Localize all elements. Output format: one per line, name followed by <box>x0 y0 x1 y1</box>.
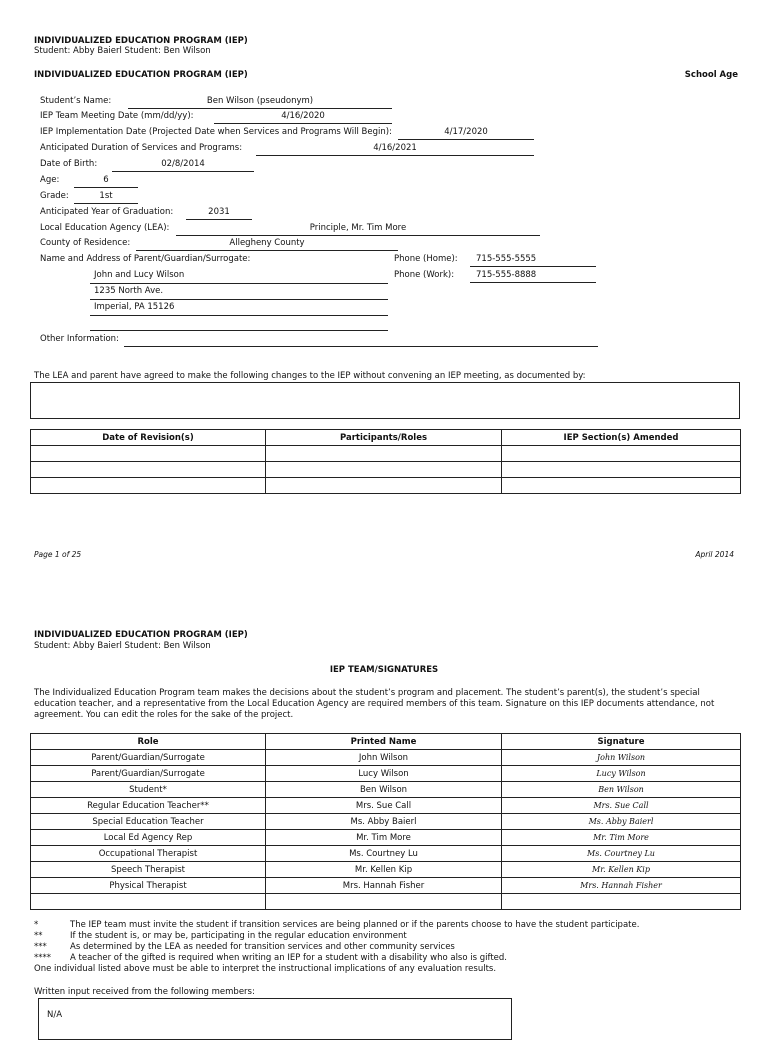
implementation-date-label: IEP Implementation Date (Projected Date when Services and Programs Will Begin): <box>40 127 392 137</box>
grade-label: Grade: <box>40 191 69 201</box>
signature-cell[interactable]: Lucy Wilson <box>502 766 741 782</box>
other-info-label: Other Information: <box>40 334 119 344</box>
grade-value[interactable]: 1st <box>99 191 113 201</box>
footnote-text: The IEP team must invite the student if transition services are being planned or if the parents choose to have the student participate. <box>70 920 640 930</box>
county-label: County of Residence: <box>40 238 131 248</box>
role-cell[interactable]: Special Education Teacher <box>31 814 266 830</box>
parent-address-line-2[interactable]: 1235 North Ave. <box>94 286 164 296</box>
signature-cell[interactable]: Ms. Courtney Lu <box>502 846 741 862</box>
county-value[interactable]: Allegheny County <box>229 238 305 248</box>
lea-underline <box>176 235 540 236</box>
student-name-label: Student’s Name: <box>40 96 112 106</box>
role-cell[interactable] <box>31 894 266 910</box>
sections-amended-header: IEP Section(s) Amended <box>502 430 741 446</box>
students-line: Student: Abby Baierl Student: Ben Wilson <box>34 46 211 56</box>
role-cell[interactable]: Parent/Guardian/Surrogate <box>31 766 266 782</box>
parent-address-line-3[interactable]: Imperial, PA 15126 <box>94 302 175 312</box>
written-input-label: Written input received from the following members: <box>34 987 255 997</box>
form-date: April 2014 <box>695 550 734 559</box>
signature-cell[interactable]: Ben Wilson <box>502 782 741 798</box>
table-cell[interactable] <box>502 478 741 494</box>
table-row <box>31 462 741 478</box>
signature-cell[interactable]: Mr. Tim More <box>502 830 741 846</box>
intro-line-3: agreement. You can edit the roles for the sake of the project. <box>34 710 294 720</box>
table-cell[interactable] <box>266 478 502 494</box>
signature-header: Signature <box>502 734 741 750</box>
implementation-date-underline <box>398 139 534 140</box>
table-cell[interactable] <box>31 478 266 494</box>
printed-name-cell[interactable] <box>266 894 502 910</box>
table-cell[interactable] <box>502 446 741 462</box>
graduation-year-label: Anticipated Year of Graduation: <box>40 207 174 217</box>
footnote-mark: * <box>34 920 39 930</box>
intro-line-2: education teacher, and a representative from the Local Education Agency are required members of this team. Signature on this IEP documents attendance, not <box>34 699 715 709</box>
student-name-underline <box>128 108 392 109</box>
section-title: INDIVIDUALIZED EDUCATION PROGRAM (IEP) <box>34 70 248 80</box>
duration-value[interactable]: 4/16/2021 <box>373 143 417 153</box>
printed-name-cell[interactable]: Mrs. Sue Call <box>266 798 502 814</box>
role-cell[interactable]: Speech Therapist <box>31 862 266 878</box>
role-header: Role <box>31 734 266 750</box>
age-underline <box>74 187 138 188</box>
revision-table <box>30 429 741 494</box>
role-cell[interactable]: Regular Education Teacher** <box>31 798 266 814</box>
printed-name-cell[interactable]: Lucy Wilson <box>266 766 502 782</box>
table-cell[interactable] <box>266 446 502 462</box>
footnote-mark: ** <box>34 931 43 941</box>
table-cell[interactable] <box>31 446 266 462</box>
meeting-date-underline <box>214 123 392 124</box>
agreement-box[interactable] <box>30 382 740 419</box>
signature-cell[interactable]: Mr. Kellen Kip <box>502 862 741 878</box>
team-table <box>30 733 741 910</box>
table-row <box>31 766 741 782</box>
printed-name-cell[interactable]: Mr. Kellen Kip <box>266 862 502 878</box>
parent-line-1-underline <box>90 283 388 284</box>
footnote-text: A teacher of the gifted is required when writing an IEP for a student with a disability who also is gifted. <box>70 953 508 963</box>
school-age-label: School Age <box>684 70 738 80</box>
age-label: Age: <box>40 175 60 185</box>
role-cell[interactable]: Physical Therapist <box>31 878 266 894</box>
doc-title: INDIVIDUALIZED EDUCATION PROGRAM (IEP) <box>34 36 248 46</box>
phone-home-label: Phone (Home): <box>394 254 458 264</box>
printed-name-cell[interactable]: John Wilson <box>266 750 502 766</box>
role-cell[interactable]: Local Ed Agency Rep <box>31 830 266 846</box>
duration-label: Anticipated Duration of Services and Programs: <box>40 143 243 153</box>
parent-line-2-underline <box>90 299 388 300</box>
parent-address-line-1[interactable]: John and Lucy Wilson <box>94 270 185 280</box>
table-cell[interactable] <box>502 462 741 478</box>
phone-work-value[interactable]: 715-555-8888 <box>476 270 537 280</box>
student-name-value[interactable]: Ben Wilson (pseudonym) <box>206 96 314 106</box>
table-row <box>31 750 741 766</box>
table-row <box>31 446 741 462</box>
lea-value[interactable]: Principle, Mr. Tim More <box>309 223 407 233</box>
table-row <box>31 894 741 910</box>
parent-label: Name and Address of Parent/Guardian/Surrogate: <box>40 254 251 264</box>
signature-cell[interactable]: Mrs. Sue Call <box>502 798 741 814</box>
dob-underline <box>112 171 254 172</box>
students-line-page-2: Student: Abby Baierl Student: Ben Wilson <box>34 641 211 651</box>
meeting-date-value[interactable]: 4/16/2020 <box>281 111 325 121</box>
revision-date-header: Date of Revision(s) <box>31 430 266 446</box>
page-number: Page 1 of 25 <box>34 550 82 559</box>
table-row <box>31 846 741 862</box>
graduation-year-underline <box>186 219 252 220</box>
team-signatures-title: IEP TEAM/SIGNATURES <box>329 665 439 675</box>
signature-cell[interactable]: John Wilson <box>502 750 741 766</box>
table-row <box>31 798 741 814</box>
printed-name-cell[interactable]: Mr. Tim More <box>266 830 502 846</box>
printed-name-header: Printed Name <box>266 734 502 750</box>
parent-line-3-underline <box>90 315 388 316</box>
footnote-mark: *** <box>34 942 47 952</box>
written-input-value: N/A <box>47 1010 63 1020</box>
printed-name-cell[interactable]: Ms. Abby Baierl <box>266 814 502 830</box>
interpret-note: One individual listed above must be able to interpret the instructional implications of any evaluation results. <box>34 964 497 974</box>
parent-line-4-underline <box>90 330 388 331</box>
table-row <box>31 878 741 894</box>
duration-underline <box>256 155 534 156</box>
agreement-text: The LEA and parent have agreed to make the following changes to the IEP without convening an IEP meeting, as documented by: <box>34 371 586 381</box>
intro-line-1: The Individualized Education Program team makes the decisions about the student’s program and placement. The student’s parent(s), the student’s special <box>34 688 700 698</box>
grade-underline <box>74 203 138 204</box>
signature-cell[interactable]: Ms. Abby Baierl <box>502 814 741 830</box>
footnote-text: As determined by the LEA as needed for transition services and other community services <box>70 942 455 952</box>
phone-home-underline <box>470 266 596 267</box>
role-cell[interactable]: Student* <box>31 782 266 798</box>
signature-cell[interactable]: Mrs. Hannah Fisher <box>502 878 741 894</box>
phone-home-value[interactable]: 715-555-5555 <box>476 254 537 264</box>
role-cell[interactable]: Parent/Guardian/Surrogate <box>31 750 266 766</box>
signature-cell[interactable] <box>502 894 741 910</box>
printed-name-cell[interactable]: Mrs. Hannah Fisher <box>266 878 502 894</box>
table-row <box>31 782 741 798</box>
doc-title-page-2: INDIVIDUALIZED EDUCATION PROGRAM (IEP) <box>34 630 248 640</box>
written-input-box[interactable] <box>38 998 512 1040</box>
county-underline <box>136 250 398 251</box>
footnote-text: If the student is, or may be, participating in the regular education environment <box>70 931 407 941</box>
phone-work-label: Phone (Work): <box>394 270 455 280</box>
phone-work-underline <box>470 282 596 283</box>
graduation-year-value[interactable]: 2031 <box>208 207 230 217</box>
meeting-date-label: IEP Team Meeting Date (mm/dd/yy): <box>40 111 194 121</box>
table-cell[interactable] <box>31 462 266 478</box>
participants-header: Participants/Roles <box>266 430 502 446</box>
table-row <box>31 814 741 830</box>
age-value[interactable]: 6 <box>103 175 109 185</box>
footnote-mark: **** <box>34 953 51 963</box>
printed-name-cell[interactable]: Ben Wilson <box>266 782 502 798</box>
table-row <box>31 478 741 494</box>
printed-name-cell[interactable]: Ms. Courtney Lu <box>266 846 502 862</box>
dob-value[interactable]: 02/8/2014 <box>161 159 205 169</box>
dob-label: Date of Birth: <box>40 159 98 169</box>
implementation-date-value[interactable]: 4/17/2020 <box>444 127 488 137</box>
other-info-underline[interactable] <box>124 346 598 347</box>
lea-label: Local Education Agency (LEA): <box>40 223 170 233</box>
table-row <box>31 862 741 878</box>
table-cell[interactable] <box>266 462 502 478</box>
table-row <box>31 830 741 846</box>
role-cell[interactable]: Occupational Therapist <box>31 846 266 862</box>
